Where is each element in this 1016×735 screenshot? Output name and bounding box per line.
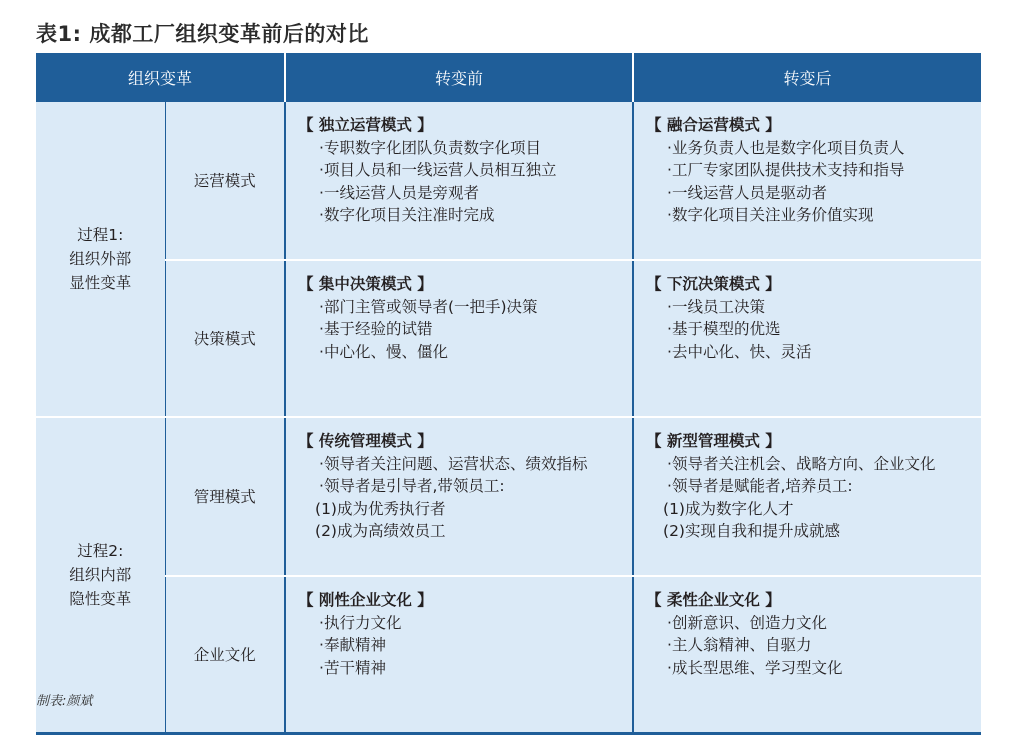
- header-row: [36, 53, 981, 102]
- phase-label-line: 过程2:: [77, 542, 124, 560]
- before-heading: 【 独立运营模式 】: [298, 116, 433, 134]
- mode-cell: 企业文化: [165, 576, 285, 734]
- table-title: 表1: 成都工厂组织变革前后的对比: [36, 22, 369, 46]
- before-cell: [285, 417, 633, 576]
- list-item: ·工厂专家团队提供技术支持和指导: [667, 161, 905, 179]
- list-item: ·中心化、慢、僵化: [319, 342, 448, 361]
- after-heading: 【 柔性企业文化 】: [646, 591, 781, 609]
- after-cell: [633, 417, 981, 576]
- list-subitem: (2)成为高绩效员工: [315, 522, 446, 540]
- list-item: ·执行力文化: [319, 613, 402, 632]
- list-item: ·奉献精神: [319, 636, 386, 654]
- list-item: ·领导者是赋能者,培养员工:: [667, 477, 853, 495]
- list-subitem: (1)成为数字化人才: [663, 499, 794, 518]
- table-footnote: 制表:颜斌: [36, 694, 93, 709]
- before-cell: [285, 576, 633, 734]
- list-item: ·创新意识、创造力文化: [667, 613, 827, 632]
- list-item: ·去中心化、快、灵活: [667, 342, 812, 361]
- before-cell: [285, 102, 633, 260]
- list-item: ·主人翁精神、自驱力: [667, 636, 812, 654]
- after-heading: 【 下沉决策模式 】: [646, 275, 781, 293]
- table-row: [36, 260, 981, 417]
- list-item: ·项目人员和一线运营人员相互独立: [319, 161, 557, 179]
- phase-cell: [36, 102, 165, 417]
- after-cell: [633, 102, 981, 260]
- table-row: [36, 102, 981, 260]
- mode-cell: 决策模式: [165, 260, 285, 417]
- list-item: ·领导者是引导者,带领员工:: [319, 477, 505, 495]
- mode-cell: 运营模式: [165, 102, 285, 260]
- list-item: ·专职数字化团队负责数字化项目: [319, 138, 541, 157]
- list-item: ·一线运营人员是旁观者: [319, 183, 479, 202]
- mode-cell: 管理模式: [165, 417, 285, 576]
- list-subitem: (1)成为优秀执行者: [315, 499, 446, 518]
- list-item: ·业务负责人也是数字化项目负责人: [667, 138, 905, 157]
- list-item: ·基于模型的优选: [667, 320, 781, 338]
- list-item: ·数字化项目关注准时完成: [319, 206, 495, 224]
- phase-label-line: 隐性变革: [69, 590, 132, 608]
- phase-label-line: 组织外部: [69, 250, 132, 268]
- phase-label-line: 组织内部: [69, 566, 132, 584]
- header-after: 转变后: [633, 53, 981, 102]
- phase-label-line: 显性变革: [69, 274, 132, 292]
- phase-label-line: 过程1:: [77, 226, 124, 244]
- list-subitem: (2)实现自我和提升成就感: [663, 522, 840, 540]
- after-cell: [633, 260, 981, 417]
- table-row: [36, 417, 981, 576]
- header-org-change: 组织变革: [36, 53, 285, 102]
- list-item: ·领导者关注问题、运营状态、绩效指标: [319, 454, 588, 473]
- list-item: ·基于经验的试错: [319, 320, 433, 338]
- list-item: ·一线运营人员是驱动者: [667, 183, 827, 202]
- list-item: ·领导者关注机会、战略方向、企业文化: [667, 454, 936, 473]
- before-heading: 【 刚性企业文化 】: [298, 591, 433, 609]
- after-cell: [633, 576, 981, 734]
- before-cell: [285, 260, 633, 417]
- list-item: ·苦干精神: [319, 658, 386, 677]
- comparison-table: [36, 53, 981, 735]
- after-heading: 【 融合运营模式 】: [646, 116, 781, 134]
- list-item: ·数字化项目关注业务价值实现: [667, 206, 874, 224]
- list-item: ·一线员工决策: [667, 297, 765, 316]
- before-heading: 【 传统管理模式 】: [298, 432, 433, 450]
- table-row: [36, 576, 981, 734]
- list-item: ·部门主管或领导者(一把手)决策: [319, 297, 538, 316]
- before-heading: 【 集中决策模式 】: [298, 275, 433, 293]
- after-heading: 【 新型管理模式 】: [646, 432, 781, 450]
- list-item: ·成长型思维、学习型文化: [667, 658, 843, 677]
- phase-cell: [36, 417, 165, 734]
- header-before: 转变前: [285, 53, 633, 102]
